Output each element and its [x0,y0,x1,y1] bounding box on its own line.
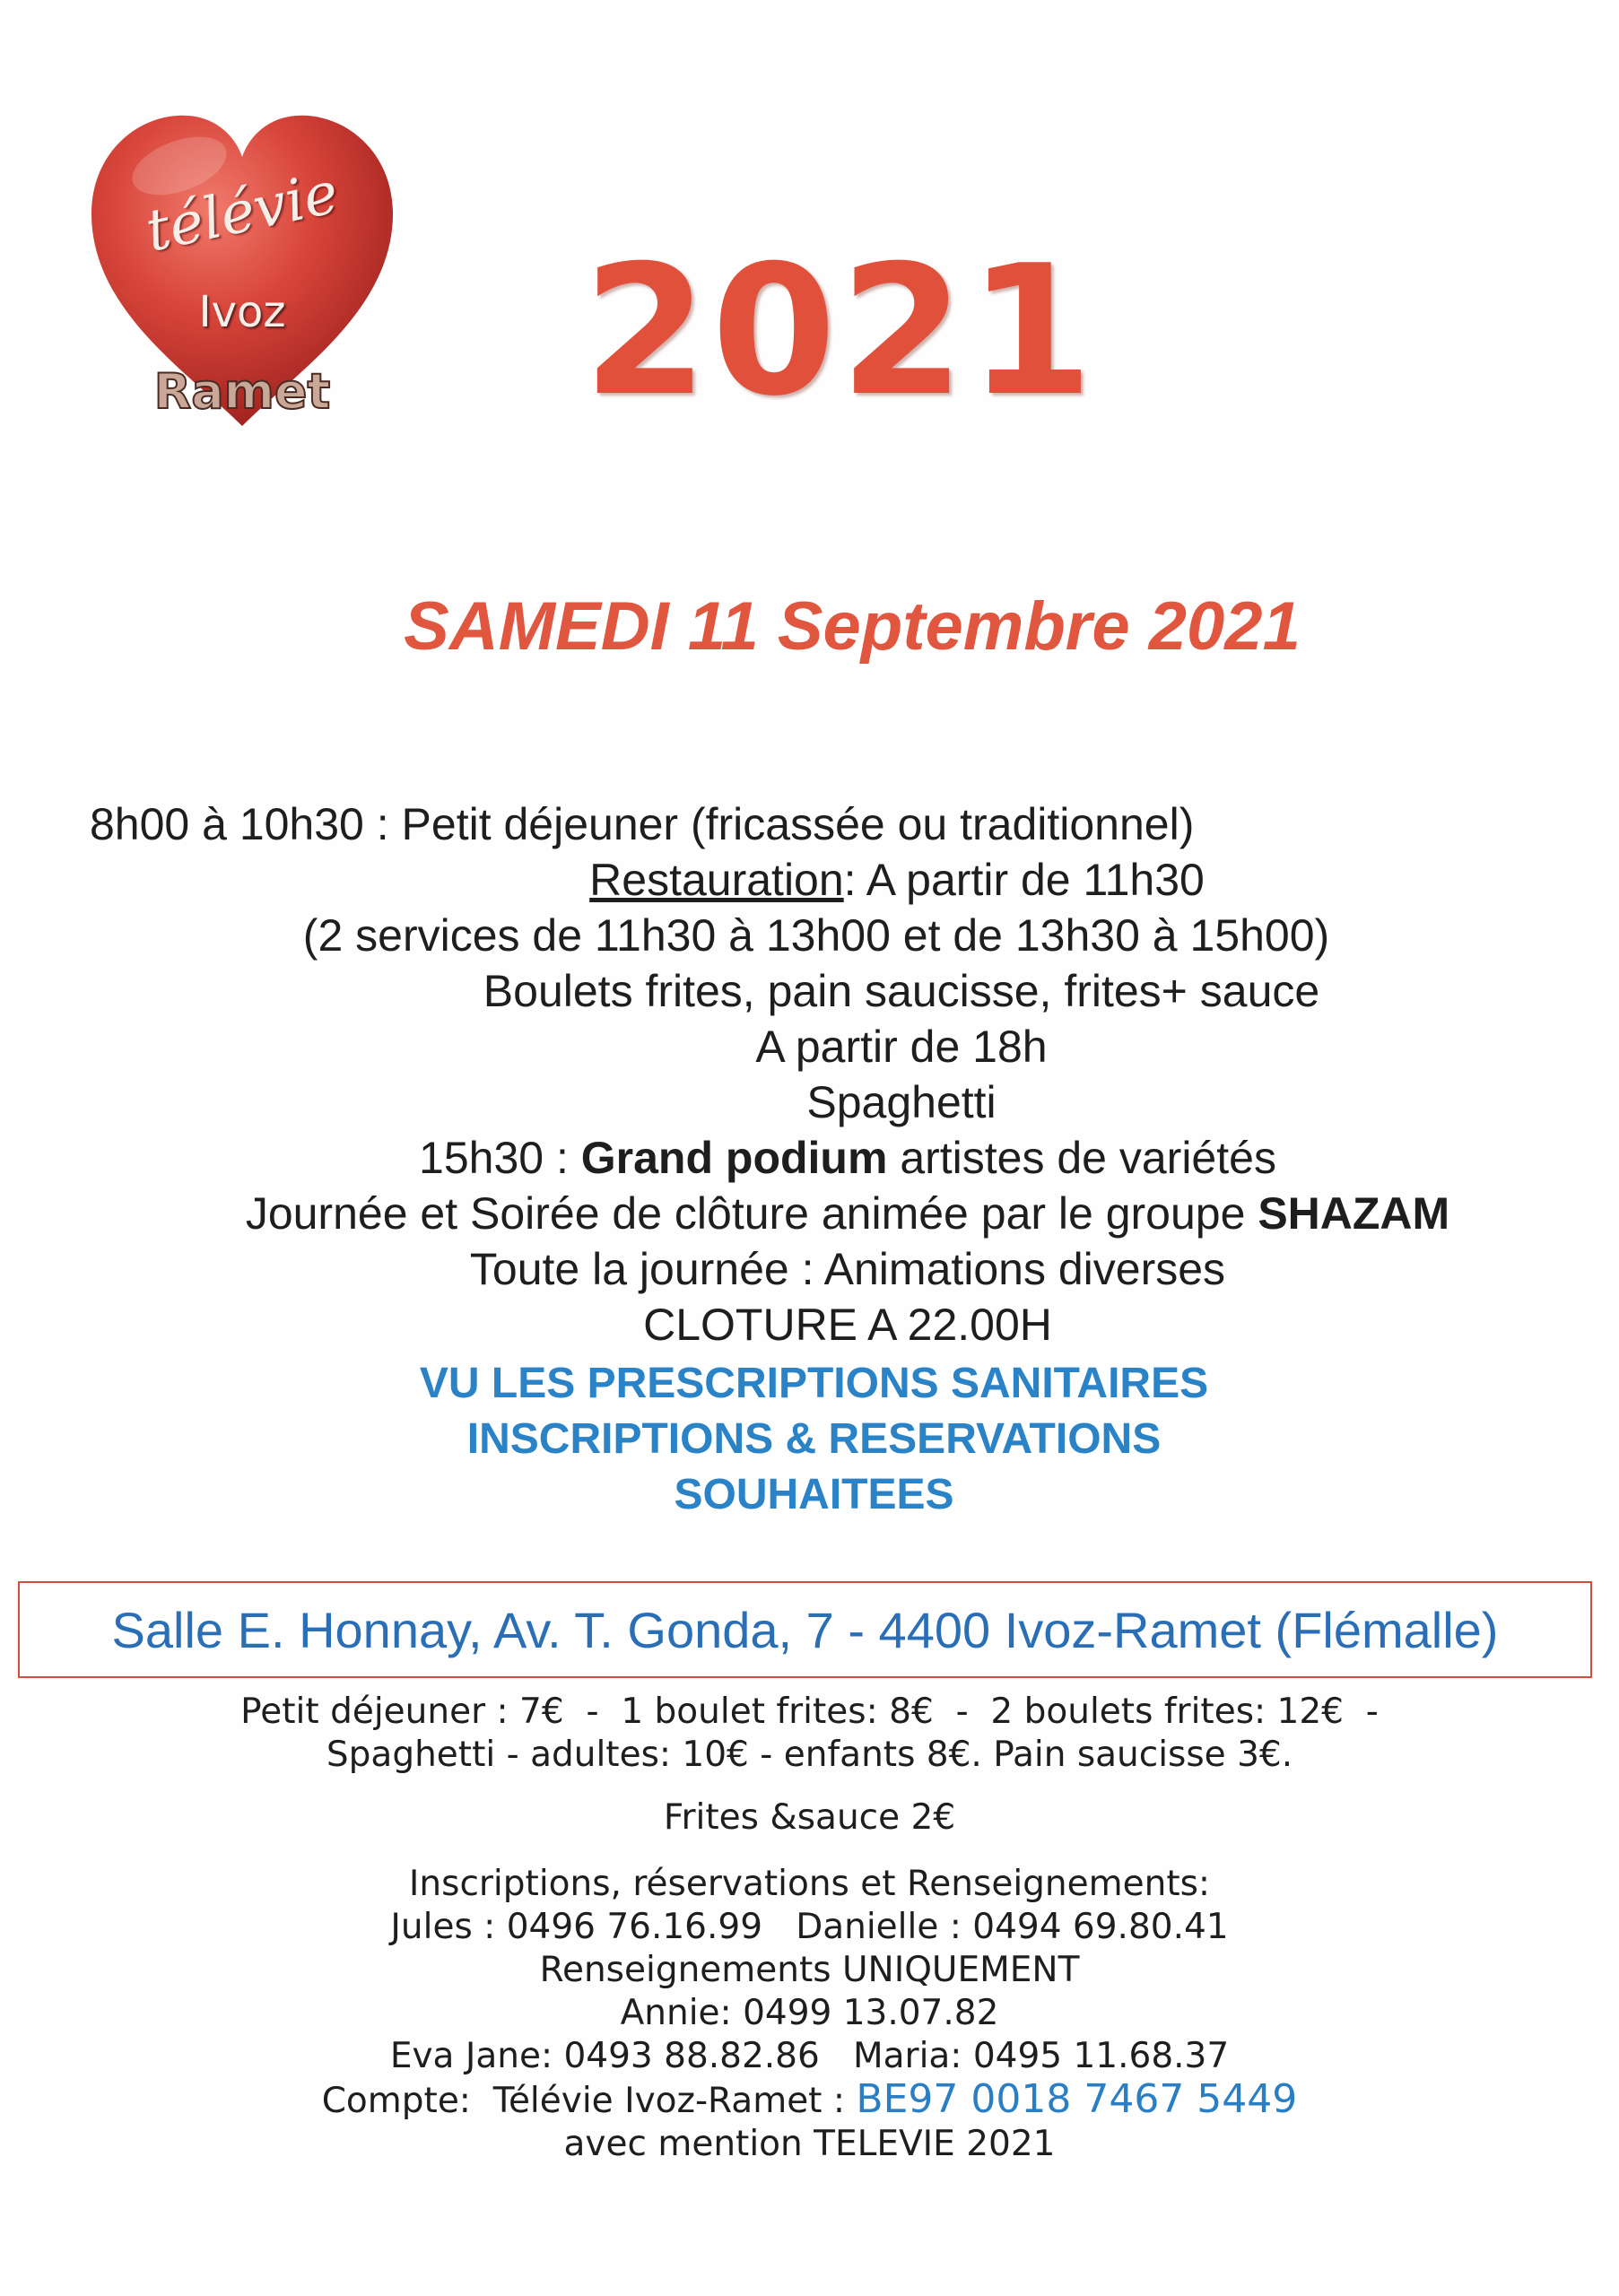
logo-ivoz-text: Ivoz [198,287,286,337]
podium-time: 15h30 : [419,1133,581,1183]
restauration-label: Restauration [589,855,844,905]
closing-band: SHAZAM [1258,1188,1450,1239]
account-label: Compte: Télévie Ivoz-Ramet : [321,2081,857,2121]
notice-line-1: VU LES PRESCRIPTIONS SANITAIRES [419,1360,1209,1407]
prices-and-contacts [0,1691,1619,2166]
year-title: 2021 [583,227,1097,436]
contacts-line-2: Annie: 0499 13.07.82 [620,1993,999,2033]
closing-line [72,1186,1561,1241]
prices-line-2: Spaghetti - adultes: 10€ - enfants 8€. Pain saucisse 3€. [326,1735,1293,1775]
closing-text: Journée et Soirée de clôture animée par le groupe [245,1188,1258,1239]
event-date: SAMEDI 11 Septembre 2021 [404,588,1301,665]
account-iban: BE97 0018 7467 5449 [856,2076,1298,2122]
venue-address [18,1581,1592,1678]
menu-line: Boulets frites, pain saucisse, frites+ sauce [483,966,1320,1016]
podium-bold: Grand podium [580,1133,888,1183]
podium-rest: artistes de variétés [887,1133,1276,1183]
contacts-line-1: Jules : 0496 76.16.99 Danielle : 0494 69.80.41 [390,1907,1229,1947]
notice-line-3: SOUHAITEES [674,1471,954,1518]
sanitary-notice [0,1356,1619,1523]
restauration-text: : A partir de 11h30 [843,855,1205,905]
contacts-heading: Inscriptions, réservations et Renseignements: [408,1864,1211,1904]
prices-line-1: Petit déjeuner : 7€ - 1 boulet frites: 8€ - 2 boulets frites: 12€ - [240,1692,1379,1732]
breakfast-line: 8h00 à 10h30 : Petit déjeuner (fricassée ou traditionnel) [90,799,1195,849]
all-day-line: Toute la journée : Animations diverses [469,1244,1226,1294]
restauration-line [72,852,1561,908]
logo-ramet-text: Ramet [153,363,331,420]
evening-menu-line: Spaghetti [806,1077,997,1127]
podium-line [72,1130,1561,1186]
prices-line-3: Frites &sauce 2€ [663,1797,956,1838]
contacts-info-only: Renseignements UNIQUEMENT [539,1950,1080,1990]
evening-from-line: A partir de 18h [755,1022,1048,1072]
account-line [0,2078,1619,2123]
contacts-line-3: Eva Jane: 0493 88.82.86 Maria: 0495 11.68.37 [389,2036,1230,2076]
services-line: (2 services de 11h30 à 13h00 et de 13h30 à 15h00) [302,910,1330,961]
notice-line-2: INSCRIPTIONS & RESERVATIONS [466,1415,1162,1463]
logo-televie-text: télévie [140,160,344,265]
televie-logo [81,103,404,444]
cloture-line: CLOTURE A 22.00H [643,1300,1052,1350]
mention-line: avec mention TELEVIE 2021 [563,2124,1056,2164]
program-schedule [72,796,1561,1352]
address-text: Salle E. Honnay, Av. T. Gonda, 7 - 4400 Ivoz-Ramet (Flémalle) [111,1601,1499,1658]
